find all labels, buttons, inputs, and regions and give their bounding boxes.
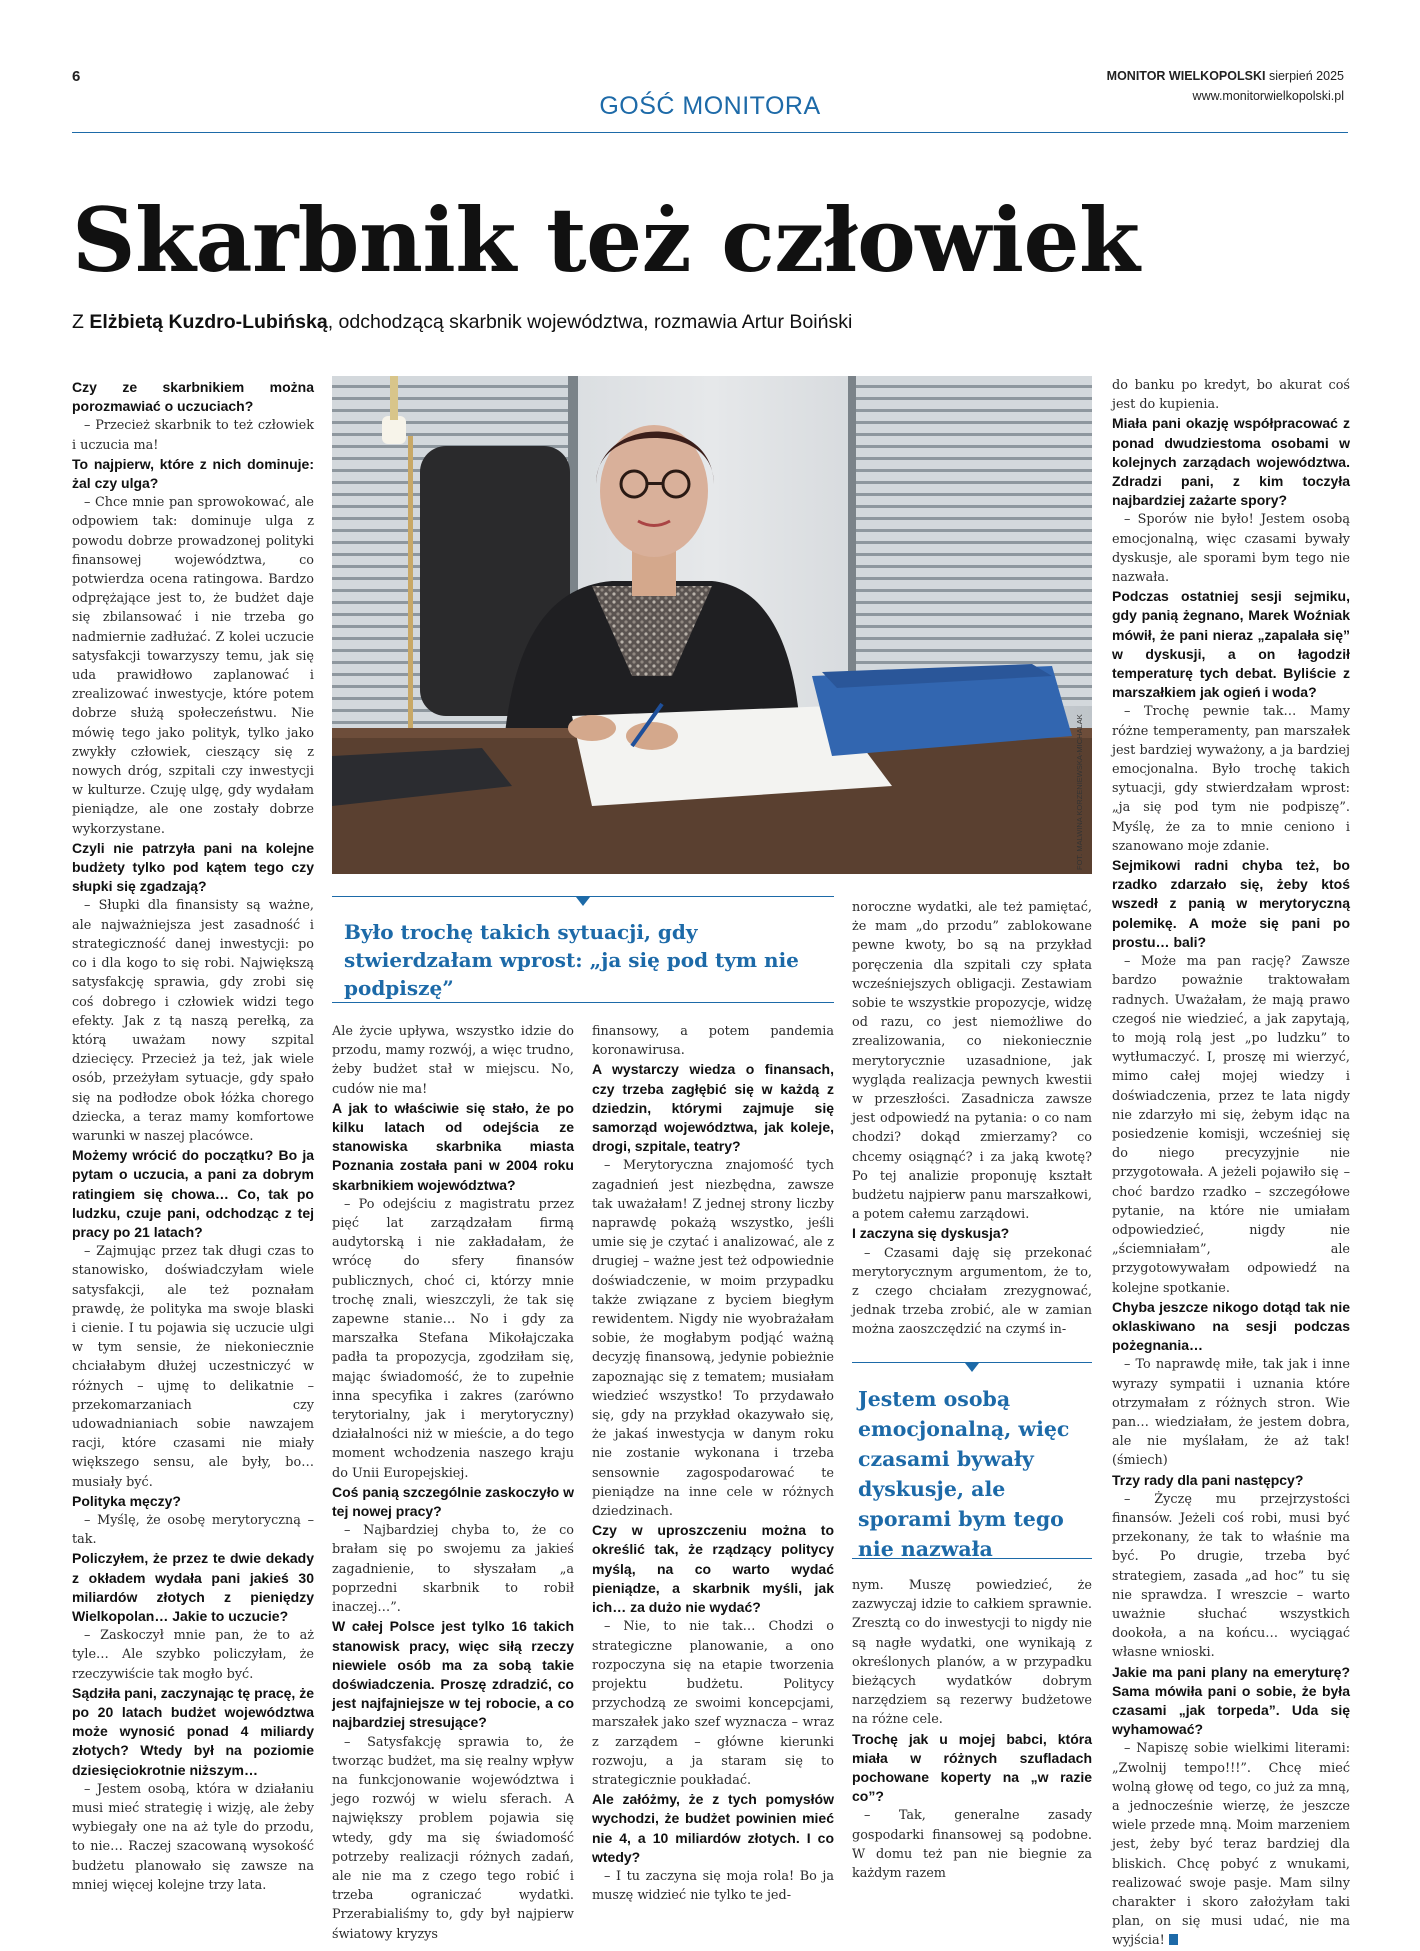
publication-name: MONITOR WIELKOPOLSKI [1106, 69, 1266, 83]
interview-question: Czy ze skarbnikiem można porozmawiać o uczuciach? [72, 379, 314, 415]
interview-answer: – Merytoryczna znajomość tych zagadnień jest niezbędna, zawsze tak uważałam! Z jednej strony liczby naprawdę pokażą wszystko, jeśli umie się je czytać i analizować, ale z drugiej – ważne jest też odpowiednie doświadczenie, w moim przypadku także związane z byciem biegłym rewidentem. Nigdy nie wyobrażałam sobie, że mogłabym podjąć ważną decyzję finansową, jedynie pobieżnie zapoznając się z tematem; musiałam wiedzieć wszystko! To przydawało się, gdy na przykład okazywało się, że jakaś inwestycja w danym roku nie zostanie wykonana i trzeba sensownie zagospodarować te pieniądze na inne cele w różnych dziedzinach. [592, 1158, 834, 1520]
interview-question: To najpierw, które z nich dominuje: żal czy ulga? [72, 455, 314, 492]
interview-question: Chyba jeszcze nikogo dotąd tak nie oklaskiwano na sesji podczas pożegnania… [1112, 1298, 1350, 1354]
photo-credit-text: FOT. MALWINA KORZENIEWSKA-MICHALAK [1075, 714, 1084, 870]
interview-answer: nym. Muszę powiedzieć, że zazwyczaj idzie to całkiem sprawnie. Zresztą co do inwestycji to nigdy nie są nagłe wydatki, one wynikają z określonych planów, a w przypadku bieżących wydatków dobrym narzędziem są rezerwy budżetowe na różne cele. [852, 1578, 1092, 1728]
pullquote-1-marker [576, 897, 590, 906]
interview-question: Sądziła pani, zaczynając tę pracę, że po 20 latach budżet województwa może wynosić ponad 4 miliardy złotych? Wtedy był na poziomie dziesięciokrotnie niższym… [72, 1684, 314, 1778]
interview-answer: – Chce mnie pan sprowokować, ale odpowiem tak: dominuje ulga z powodu dobrze prowadzonej polityki finansowej województwa, co potwierdza ocena ratingowa. Bardzo odprężające jest to, że budżet daje się zbilansować i nie trzeba go nadmiernie zadłużać. Z kolei uczucie satysfakcji towarzyszy temu, jak się uda prawidłowo zaplanować i zrealizować inwestycje, które potem dobrze służą społeczeństwu. Nie mówię tego jako polityk, tylko jako zwykły człowiek, cieszący się z nowych dróg, szpitali czy inwestycji w kulturze. Czuję ulgę, gdy wydałam pieniądze, ale one zostały dobrze wykorzystane. [72, 495, 314, 837]
text-column-3 [592, 1022, 834, 1905]
interview-answer: – Czasami daję się przekonać merytorycznym argumentom, że to, z czego chciałam zrezygnować, jednak trzeba zrobić, ale w zamian można zaoszczędzić na czymś in- [852, 1245, 1092, 1338]
interview-question: Sejmikowi radni chyba też, bo rzadko zdarzało się, żeby ktoś wszedł z panią w merytoryczną polemikę. A może się pani po prostu… bali? [1112, 857, 1350, 950]
interview-question: Trochę jak u mojej babci, która miała w różnych szufladach pochowane koperty na „w razie co”? [852, 1730, 1092, 1805]
pullquote-1: Było trochę takich sytuacji, gdy stwierdzałam wprost: „ja się pod tym nie podpiszę” [344, 920, 799, 1000]
interview-answer: – Myślę, że osobę merytoryczną – tak. [72, 1512, 314, 1548]
text-column-2 [332, 1022, 574, 1944]
interview-answer: Ale życie upływa, wszystko idzie do przodu, mamy rozwój, a więc trudno, żeby budżet stał w miejscu. No, cudów nie ma! [332, 1024, 574, 1097]
pullquote-2-bottom-rule [852, 1558, 1092, 1559]
pullquote-2-marker [965, 1363, 979, 1372]
interviewee-name: Elżbietą Kuzdro-Lubińską [89, 311, 328, 333]
interview-question: Czy w uproszczeniu można to określić tak, że rządzący politycy myślą, na co warto wydać pieniądze, a skarbnik myśli, jak ich… za dużo nie wydać? [592, 1522, 834, 1616]
pullquote-2: Jestem osobą emocjonalną, więc czasami bywały dyskusje, ale sporami bym tego nie nazwała [858, 1387, 1070, 1561]
interview-question: Możemy wrócić do początku? Bo ja pytam o uczucia, a pani za dobrym ratingiem się chowa… Co, tak po ludzku, czuje pani, odchodząc z tej pracy po 21 latach? [72, 1147, 314, 1240]
section-title: GOŚĆ MONITORA [599, 92, 821, 120]
headline: Skarbnik też człowiek [72, 188, 1140, 292]
photo-credit [1075, 710, 1091, 870]
interview-question: Podczas ostatniej sesji sejmiku, gdy panią żegnano, Marek Woźniak mówił, że pani nieraz „zapalała się” w dyskusji, a on łagodził temperaturę tych debat. Byliście z marszałkiem jak ogień i woda? [1112, 588, 1350, 701]
text-column-4-top [852, 898, 1092, 1340]
interview-answer: – Po odejściu z magistratu przez pięć lat zarządzałam firmą audytorską i nie zakładałam, że wrócę do sfery finansów publicznych, choć ci, którzy mnie trochę znali, wieszczyli, że tak się zapewne stanie… No i gdy za marszałka Stefana Mikołajczaka padła ta propozycja, zgodziłam się, mając świadomość, że to zupełnie inna specyfika i zakres (zarówno terytorialny, jak i merytoryczny) działalności niż w mieście, a do tego moment wchodzenia naszego kraju do Unii Europejskiej. [332, 1196, 574, 1481]
interview-answer: – Sporów nie było! Jestem osobą emocjonalną, więc czasami bywały dyskusje, ale sporami bym tego nie nazwała. [1112, 512, 1350, 586]
interview-question: I zaczyna się dyskusja? [852, 1225, 1010, 1242]
interview-question: Jakie ma pani plany na emeryturę? Sama mówiła pani o sobie, że była czasami „jak torpeda”. Uda się wyhamować? [1112, 1663, 1350, 1738]
pullquote-1-bottom-rule [332, 1002, 834, 1003]
interview-answer: – Tak, generalne zasady gospodarki finansowej są podobne. W domu też pan nie biegnie za każdym razem [852, 1808, 1092, 1882]
interview-answer: noroczne wydatki, ale też pamiętać, że mam „do przodu” zablokowane pewne kwoty, bo są na przykład poręczenia dla szpitali czy spłata wcześniejszych obligacji. Zestawiam sobie te wszystkie propozycje, widzę od razu, co jest niemożliwe do zrealizowania, co niekoniecznie merytorycznie uzasadnione, jak wygląda realizacja pewnych kwestii w przeszłości. Zasadnicza zawsze jest odpowiedź na pytania: o co nam chodzi? dokąd zmierzamy? co chcemy osiągnąć? i za jaką kwotę? Po tej analizie proponuję kształt budżetu najpierw panu marszałkowi, a potem całemu zarządowi. [852, 900, 1092, 1223]
interview-answer: – Satysfakcję sprawia to, że tworząc budżet, ma się realny wpływ na funkcjonowanie województwa i jego rozwój w wielu sferach. A największy problem pojawia się wtedy, gdy ma się świadomość potrzeby realizacji różnych zadań, ale nie ma z czego tego robić i trzeba ograniczać wydatki. Przerabialiśmy to, gdy był najpierw światowy kryzys [332, 1734, 574, 1942]
interview-answer: – To naprawdę miłe, tak jak i inne wyrazy sympatii i uznania które otrzymałam z różnych stron. Wie pan… wiedziałam, że jestem dobra, ale nie myślałam, że aż tak! (śmiech) [1112, 1357, 1350, 1469]
standfirst-suffix: , odchodzącą skarbnik województwa, rozmawia Artur Boiński [327, 311, 853, 333]
interview-answer: – Jestem osobą, która w działaniu musi mieć strategię i wizję, ale żeby wybiegały one na aż tyle do przodu, to nie… Raczej szacowaną wysokość budżetu planowało się zawsze na mniej więcej kolejne trzy lata. [72, 1781, 314, 1893]
interview-answer: – Słupki dla finansisty są ważne, ale najważniejsza jest zasadność i strategiczność danej inwestycji: po co i dla kogo to się robi. Największą satysfakcję sprawia, gdy zrobi się coś dobrego i człowiek widzi tego efekty. Jak z tą naszą perełką, za którą uważam nowy szpital dziecięcy. Przecież ja też, jak wiele osób, przeżyłam sytuacje, gdy spało się na podłodze obok łóżka chorego dziecka, a teraz mamy komfortowe warunki w naszej placówce. [72, 898, 314, 1144]
interview-answer: – Trochę pewnie tak… Mamy różne temperamenty, pan marszałek jest bardziej wyważony, a ja bardziej emocjonalna. Było trochę takich sytuacji, gdy stwierdzałam wprost: „ja się pod tym nie podpiszę”. Myślę, że za to mnie ceniono i szanowano moje zdanie. [1112, 704, 1350, 854]
interview-answer: – Nie, to nie tak… Chodzi o strategiczne planowanie, a ono rozpoczyna się na etapie tworzenia projektu budżetu. Politycy przychodzą ze swoimi koncepcjami, marszałek jako szef wyznacza – wraz z zarządem – główne kierunki rozwoju, a ja staram się to strategicznie poukładać. [592, 1619, 834, 1788]
interview-question: A jak to właściwie się stało, że po kilku latach od odejścia ze stanowiska skarbnika miasta Poznania została pani w 2004 roku skarbnikiem województwa? [332, 1099, 574, 1193]
interview-question: Miała pani okazję współpracować z ponad dwudziestoma osobami w kolejnych zarządach województwa. Zdradzi pani, z kim toczyła najbardziej zażarte spory? [1112, 415, 1350, 509]
interview-question: Trzy rady dla pani następcy? [1112, 1471, 1304, 1488]
interview-question: Czyli nie patrzyła pani na kolejne budżety tylko pod kątem tego czy słupki się zgadzają? [72, 839, 314, 895]
section-divider [72, 132, 1348, 133]
text-column-5 [1112, 376, 1350, 1951]
interview-answer: – Przecież skarbnik to też człowiek i uczucia ma! [72, 418, 314, 453]
interview-answer: do banku po kredyt, bo akurat coś jest do kupienia. [1112, 378, 1350, 413]
interview-answer: – Zajmując przez tak długi czas to stanowisko, doświadczyłam wiele satysfakcji, ale też poznałam prawdę, że polityka ma swoje blaski i cienie. I tu pojawia się uczucie ulgi w tym sensie, że niekoniecznie chciałabym dłużej uczestniczyć w różnych – ujmę to delikatnie – przekomarzaniach czy udowadnianiach sobie nawzajem racji, które czasami nie miały większego sensu, ale były, bo… musiały być. [72, 1244, 314, 1490]
interview-answer: finansowy, a potem pandemia koronawirusa. [592, 1024, 834, 1059]
end-of-article-mark [1169, 1934, 1178, 1945]
issue-date: sierpień 2025 [1268, 69, 1344, 83]
interview-answer: – I tu zaczyna się moja rola! Bo ja muszę widzieć nie tylko te jed- [592, 1868, 834, 1904]
interview-answer: – Napiszę sobie wielkimi literami: „Zwolnij tempo!!!”. Chcę mieć wolną głowę od tego, co już za mną, a jednocześnie wierzę, że jeszcze wiele przede mną. Moim marzeniem jest, żeby być teraz bardziej dla bliskich. Chcę pobyć z wnukami, realizować swoje pasje. Mam silny charakter i skoro założyłam taki plan, on się musi udać, nie ma wyjścia! [1112, 1741, 1350, 1949]
interview-answer: – Zaskoczył mnie pan, że to aż tyle… Ale szybko policzyłam, że rzeczywiście tak mogło być. [72, 1628, 314, 1682]
text-column-1 [72, 378, 314, 1895]
interview-question: W całej Polsce jest tylko 16 takich stanowisk pracy, więc siłą rzeczy niewiele osób ma za sobą takie doświadczenia. Proszę zdradzić, co jest najfajniejsze w tej robocie, a co najbardziej stresujące? [332, 1618, 574, 1731]
standfirst-prefix: Z [72, 311, 90, 333]
website-url[interactable]: www.monitorwielkopolski.pl [1192, 89, 1344, 103]
interview-question: Coś panią szczególnie zaskoczyło w tej nowej pracy? [332, 1483, 574, 1520]
interview-question: Ale załóżmy, że z tych pomysłów wychodzi, że budżet powinien mieć nie 4, a 10 miliardów złotych. I co wtedy? [592, 1791, 834, 1865]
office-photo-illustration [332, 376, 1092, 874]
interview-answer: – Życzę mu przejrzystości finansów. Jeżeli coś robi, musi być przekonany, że tak to właśnie ma być. Po drugie, trzeba być strategiem, zasada „ad hoc” tu się nie sprawdza. I wreszcie – warto uważnie słuchać wszystkich dookoła, a na końcu… wyciągać własne wnioski. [1112, 1491, 1350, 1661]
standfirst [72, 311, 852, 334]
interview-question: A wystarczy wiedza o finansach, czy trzeba zagłębić się w każdą z dziedzin, którymi zajmuje się samorząd województwa, jak koleje, drogi, szpitale, teatry? [592, 1061, 834, 1155]
page-number: 6 [72, 68, 81, 85]
interview-question: Polityka męczy? [72, 1492, 181, 1509]
text-column-4-bottom [852, 1576, 1092, 1883]
interviewee-photo [332, 376, 1092, 874]
interview-question: Policzyłem, że przez te dwie dekady z okładem wydała pani jakieś 30 miliardów złotych z pieniędzy Wielkopolan… Jakie to uczucie? [72, 1550, 314, 1624]
interview-answer: – Może ma pan rację? Zawsze bardzo poważnie traktowałam radnych. Uważałam, że mają prawo czegoś nie wiedzieć, a jak zapytają, to moją rolą jest „po ludzku” to wytłumaczyć. I, proszę mi wierzyć, mimo całej mojej wiedzy i doświadczenia, przez te lata nigdy nie zdarzyło mi się, żebym idąc na posiedzenie komisji, wcześniej się do niego precyzyjnie nie przygotowała. A jeżeli pojawiło się – choć bardzo rzadko – szczegółowe pytanie, na które nie umiałam odpowiedzieć, nigdy nie „ściemniałam”, ale przygotowywałam odpowiedź na kolejne spotkanie. [1112, 954, 1350, 1296]
interview-answer: – Najbardziej chyba to, że co brałam się po swojemu za jakieś zagadnienie, to słyszałam „a poprzedni skarbnik to robił inaczej…”. [332, 1523, 574, 1616]
